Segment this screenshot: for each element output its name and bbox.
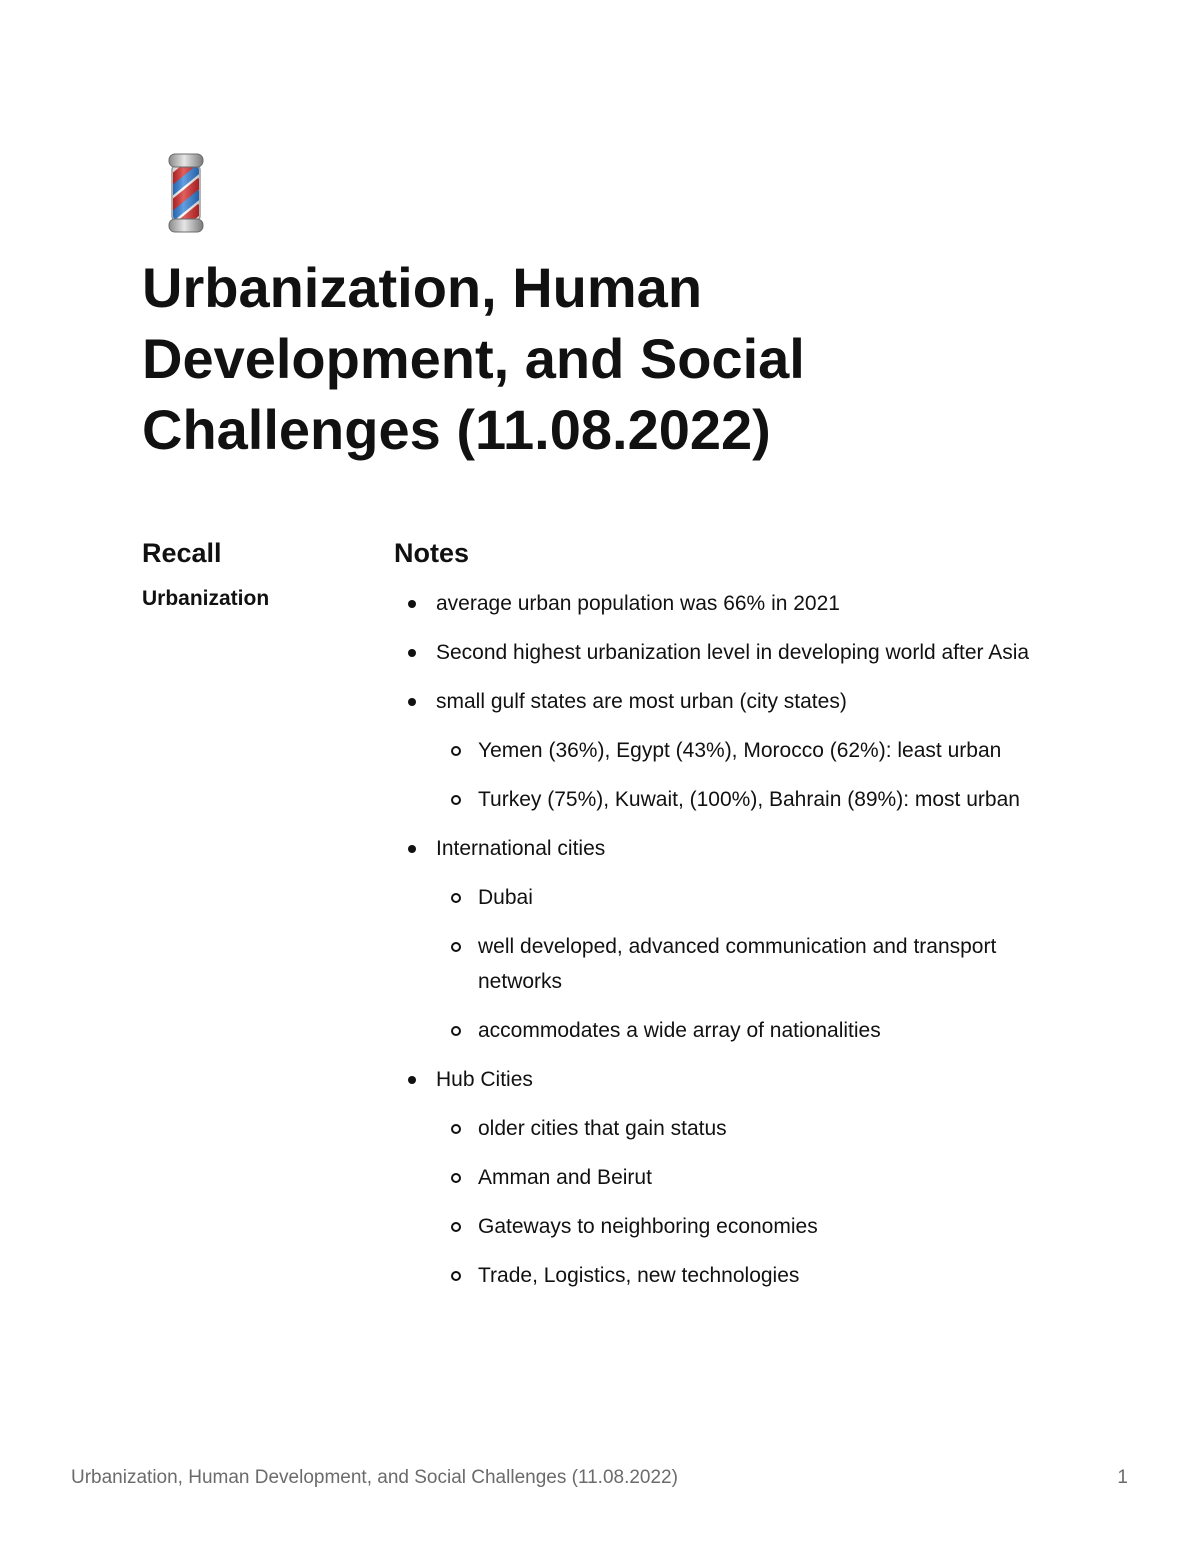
hollow-bullet-icon bbox=[451, 1271, 461, 1281]
hollow-bullet-icon bbox=[451, 1173, 461, 1183]
page-number: 1 bbox=[1117, 1467, 1128, 1488]
hollow-bullet-icon bbox=[451, 1222, 461, 1232]
hollow-bullet-icon bbox=[451, 942, 461, 952]
list-item-text: average urban population was 66% in 2021 bbox=[436, 592, 840, 615]
list-item-text: International cities bbox=[436, 837, 606, 860]
sub-list-item bbox=[394, 1258, 1074, 1293]
bullet-icon bbox=[408, 600, 416, 608]
list-item-text: Amman and Beirut bbox=[478, 1166, 652, 1189]
list-item-text: Second highest urbanization level in developing world after Asia bbox=[436, 641, 1030, 664]
sub-list-item bbox=[394, 1013, 1074, 1048]
list-item-text: Gateways to neighboring economies bbox=[478, 1215, 818, 1238]
list-item bbox=[394, 586, 1074, 621]
list-item-text: Trade, Logistics, new technologies bbox=[478, 1264, 800, 1287]
bullet-icon bbox=[408, 1076, 416, 1084]
barber-pole-icon bbox=[160, 148, 212, 238]
hollow-bullet-icon bbox=[451, 893, 461, 903]
hollow-bullet-icon bbox=[451, 795, 461, 805]
footer-title: Urbanization, Human Development, and Social Challenges (11.08.2022) bbox=[71, 1467, 678, 1488]
list-item bbox=[394, 831, 1074, 866]
hollow-bullet-icon bbox=[451, 1124, 461, 1134]
list-item bbox=[394, 684, 1074, 719]
recall-column-heading: Recall bbox=[142, 538, 222, 568]
list-item-text: Hub Cities bbox=[436, 1068, 533, 1091]
list-item-text: small gulf states are most urban (city states) bbox=[436, 690, 847, 713]
sub-list-item bbox=[394, 1160, 1074, 1195]
sub-list-item bbox=[394, 782, 1074, 817]
sub-list-item bbox=[394, 1209, 1074, 1244]
sub-list-item bbox=[394, 880, 1074, 915]
recall-term: Urbanization bbox=[142, 587, 270, 610]
sub-list-item bbox=[394, 929, 1074, 999]
notes-column-heading: Notes bbox=[394, 538, 470, 568]
sub-list-item bbox=[394, 1111, 1074, 1146]
list-item bbox=[394, 1062, 1074, 1097]
list-item-text: Yemen (36%), Egypt (43%), Morocco (62%): least urban bbox=[478, 739, 1002, 762]
list-item bbox=[394, 635, 1074, 670]
hollow-bullet-icon bbox=[451, 746, 461, 756]
list-item-text: Turkey (75%), Kuwait, (100%), Bahrain (89%): most urban bbox=[478, 788, 1020, 811]
bullet-icon bbox=[408, 845, 416, 853]
bullet-icon bbox=[408, 649, 416, 657]
bullet-icon bbox=[408, 698, 416, 706]
list-item-text: older cities that gain status bbox=[478, 1117, 727, 1140]
notes-list bbox=[394, 586, 1074, 1307]
page-title: Urbanization, Human Development, and Social Challenges (11.08.2022) bbox=[142, 256, 805, 461]
hollow-bullet-icon bbox=[451, 1026, 461, 1036]
sub-list-item bbox=[394, 733, 1074, 768]
list-item-text: well developed, advanced communication and transport networks bbox=[478, 935, 997, 993]
list-item-text: Dubai bbox=[478, 886, 533, 909]
list-item-text: accommodates a wide array of nationalities bbox=[478, 1019, 881, 1042]
